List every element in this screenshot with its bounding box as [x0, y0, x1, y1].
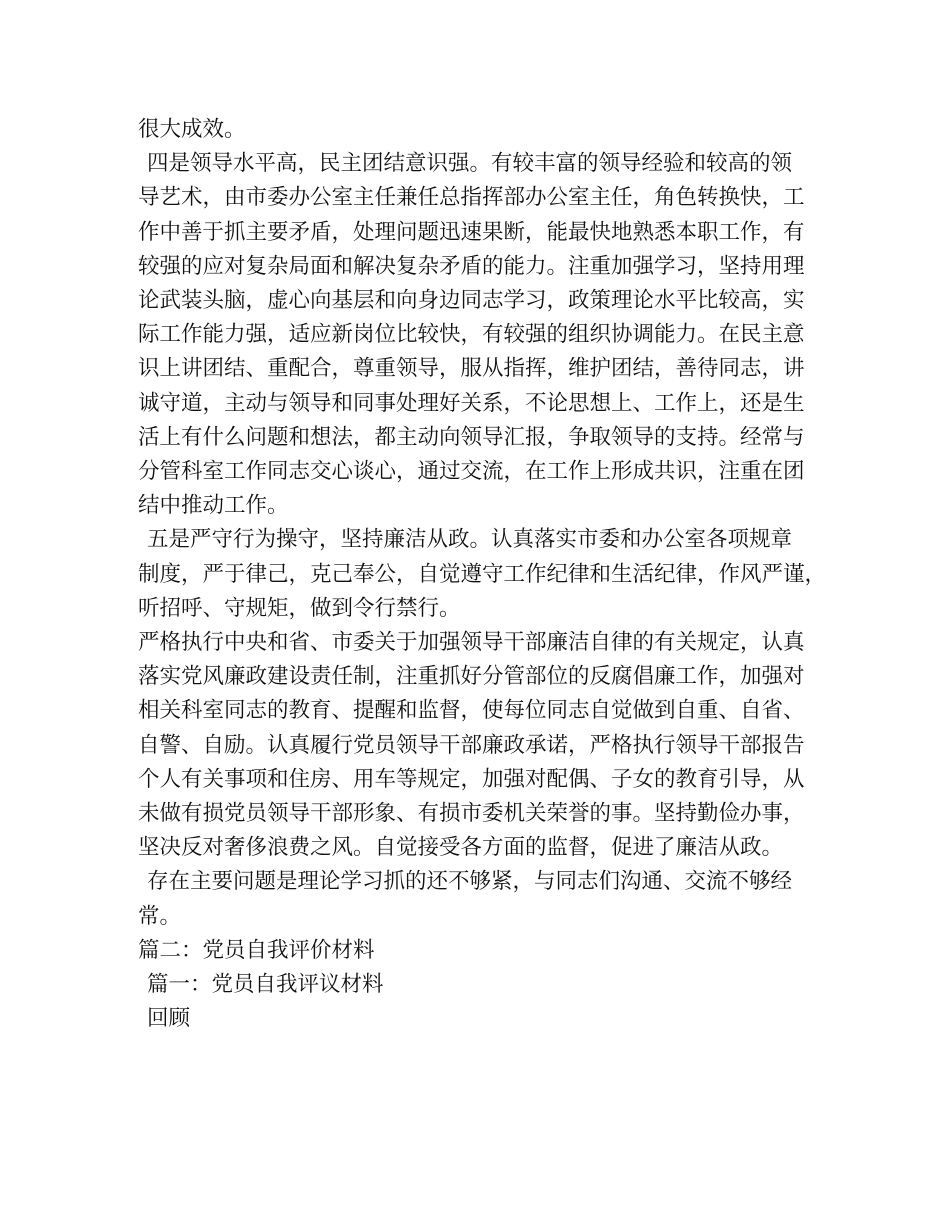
text-line: 论武装头脑，虚心向基层和向身边同志学习，政策理论水平比较高，实: [138, 288, 805, 314]
text-line: 结中推动工作。: [138, 493, 289, 519]
text-line: 存在主要问题是理论学习抓的还不够紧，与同志们沟通、交流不够经: [147, 869, 793, 895]
text-line: 个人有关事项和住房、用车等规定，加强对配偶、子女的教育引导，从: [138, 766, 805, 792]
text-line: 诚守道，主动与领导和同事处理好关系，不论思想上、工作上，还是生: [138, 390, 805, 416]
text-line: 很大成效。: [138, 117, 246, 142]
text-line: 四是领导水平高，民主团结意识强。有较丰富的领导经验和较高的领: [147, 151, 793, 177]
text-line: 作中善于抓主要矛盾，处理问题迅速果断，能最快地熟悉本职工作，有: [138, 219, 805, 245]
section-heading: 篇一：党员自我评议材料: [147, 972, 384, 998]
text-line: 落实党风廉政建设责任制，注重抓好分管部位的反腐倡廉工作，加强对: [138, 664, 805, 690]
text-line: 回顾: [147, 1006, 191, 1032]
text-line: 际工作能力强，适应新岗位比较快，有较强的组织协调能力。在民主意: [138, 322, 805, 348]
text-line: 常。: [138, 903, 182, 929]
text-line: 较强的应对复杂局面和解决复杂矛盾的能力。注重加强学习，坚持用理: [138, 253, 805, 279]
text-line: 导艺术，由市委办公室主任兼任总指挥部办公室主任，角色转换快，工: [138, 185, 805, 211]
section-heading: 篇二：党员自我评价材料: [138, 937, 375, 963]
text-line: 未做有损党员领导干部形象、有损市委机关荣誉的事。坚持勤俭办事，: [138, 801, 805, 827]
text-line: 识上讲团结、重配合，尊重领导，服从指挥，维护团结，善待同志，讲: [138, 356, 805, 382]
text-line: 相关科室同志的教育、提醒和监督，使每位同志自觉做到自重、自省、: [138, 698, 805, 724]
text-line: 严格执行中央和省、市委关于加强领导干部廉洁自律的有关规定，认真: [138, 630, 805, 656]
text-line: 听招呼、守规矩，做到令行禁行。: [138, 595, 461, 621]
document-body: [138, 113, 828, 1036]
text-line: 五是严守行为操守，坚持廉洁从政。认真落实市委和办公室各项规章: [147, 527, 793, 553]
text-line: 自警、自励。认真履行党员领导干部廉政承诺，严格执行领导干部报告: [138, 732, 805, 758]
text-line: 制度，严于律己，克己奉公，自觉遵守工作纪律和生活纪律，作风严谨，: [138, 561, 827, 587]
text-line: 分管科室工作同志交心谈心，通过交流，在工作上形成共识，注重在团: [138, 459, 805, 485]
text-line: 活上有什么问题和想法，都主动向领导汇报，争取领导的支持。经常与: [138, 424, 805, 450]
text-line: 坚决反对奢侈浪费之风。自觉接受各方面的监督，促进了廉洁从政。: [138, 835, 784, 861]
